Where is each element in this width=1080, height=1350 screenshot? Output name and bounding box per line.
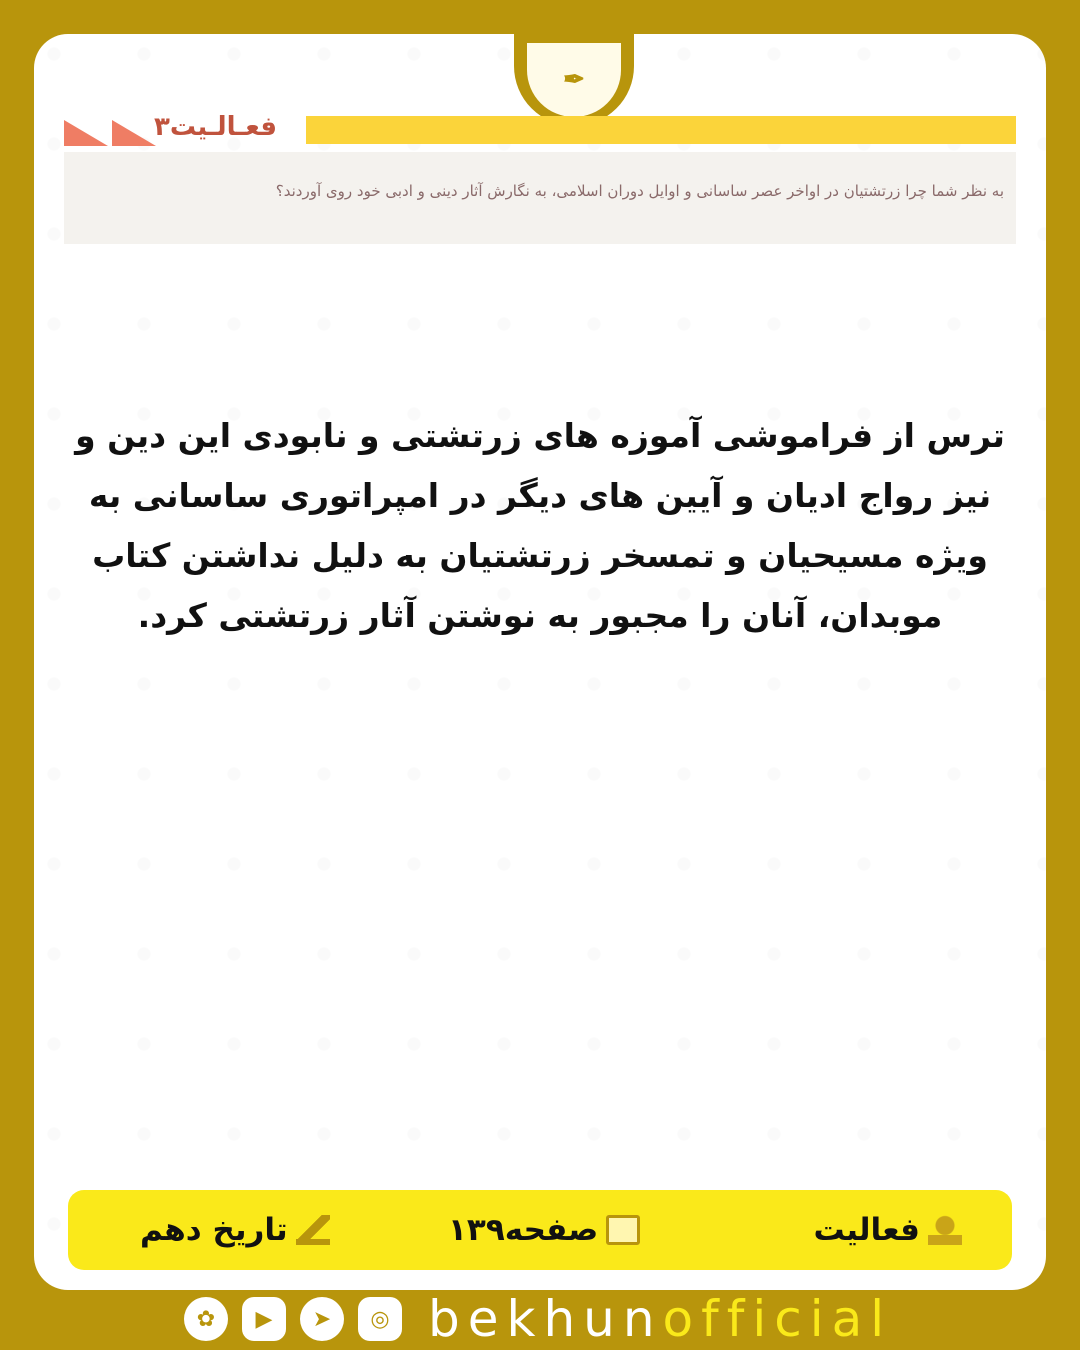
activity-header xyxy=(64,112,1016,150)
activity-title: فعـالـیت۳ xyxy=(154,112,278,142)
instagram-icon[interactable]: ◎ xyxy=(358,1297,402,1341)
brand-part1: bekhun xyxy=(428,1290,663,1348)
brand-name xyxy=(428,1290,892,1348)
answer-text: ترس از فراموشی آموزه های زرتشتی و نابودی این دین و نیز رواج ادیان و آیین های دیگر در امپراتوری ساسانی به ویژه مسیحیان و تمسخر زرتشتیان به دلیل نداشتن کتاب موبدان، آنان را مجبور به نوشتن آثار زرتشتی کرد. xyxy=(75,416,1005,635)
question-text: به نظر شما چرا زرتشتیان در اواخر عصر ساسانی و اوایل دوران اسلامی، به نگارش آثار دینی و ادبی خود روی آوردند؟ xyxy=(275,182,1004,200)
footer-subject-label: تاریخ دهم xyxy=(140,1212,288,1248)
footer-subject xyxy=(140,1208,330,1252)
brand-part2: official xyxy=(662,1290,893,1348)
footer-type xyxy=(813,1208,962,1252)
triangle-icon xyxy=(64,120,108,146)
footer-page-label: صفحه۱۳۹ xyxy=(448,1212,599,1248)
social-bar xyxy=(184,1292,892,1346)
aparat-icon[interactable]: ✿ xyxy=(184,1297,228,1341)
triangle-icon xyxy=(112,120,156,146)
graduation-cap-icon xyxy=(296,1215,330,1245)
book-icon xyxy=(606,1215,640,1245)
teacher-icon xyxy=(928,1215,962,1245)
logo-glyph-icon: ✒ xyxy=(563,65,585,95)
footer-page xyxy=(448,1208,640,1252)
header-bar xyxy=(306,116,1016,144)
youtube-icon[interactable]: ▶ xyxy=(242,1297,286,1341)
logo-emblem xyxy=(527,43,621,117)
footer-bar xyxy=(68,1190,1012,1270)
footer-type-label: فعالیت xyxy=(813,1212,920,1248)
telegram-icon[interactable]: ➤ xyxy=(300,1297,344,1341)
question-box xyxy=(64,152,1016,244)
